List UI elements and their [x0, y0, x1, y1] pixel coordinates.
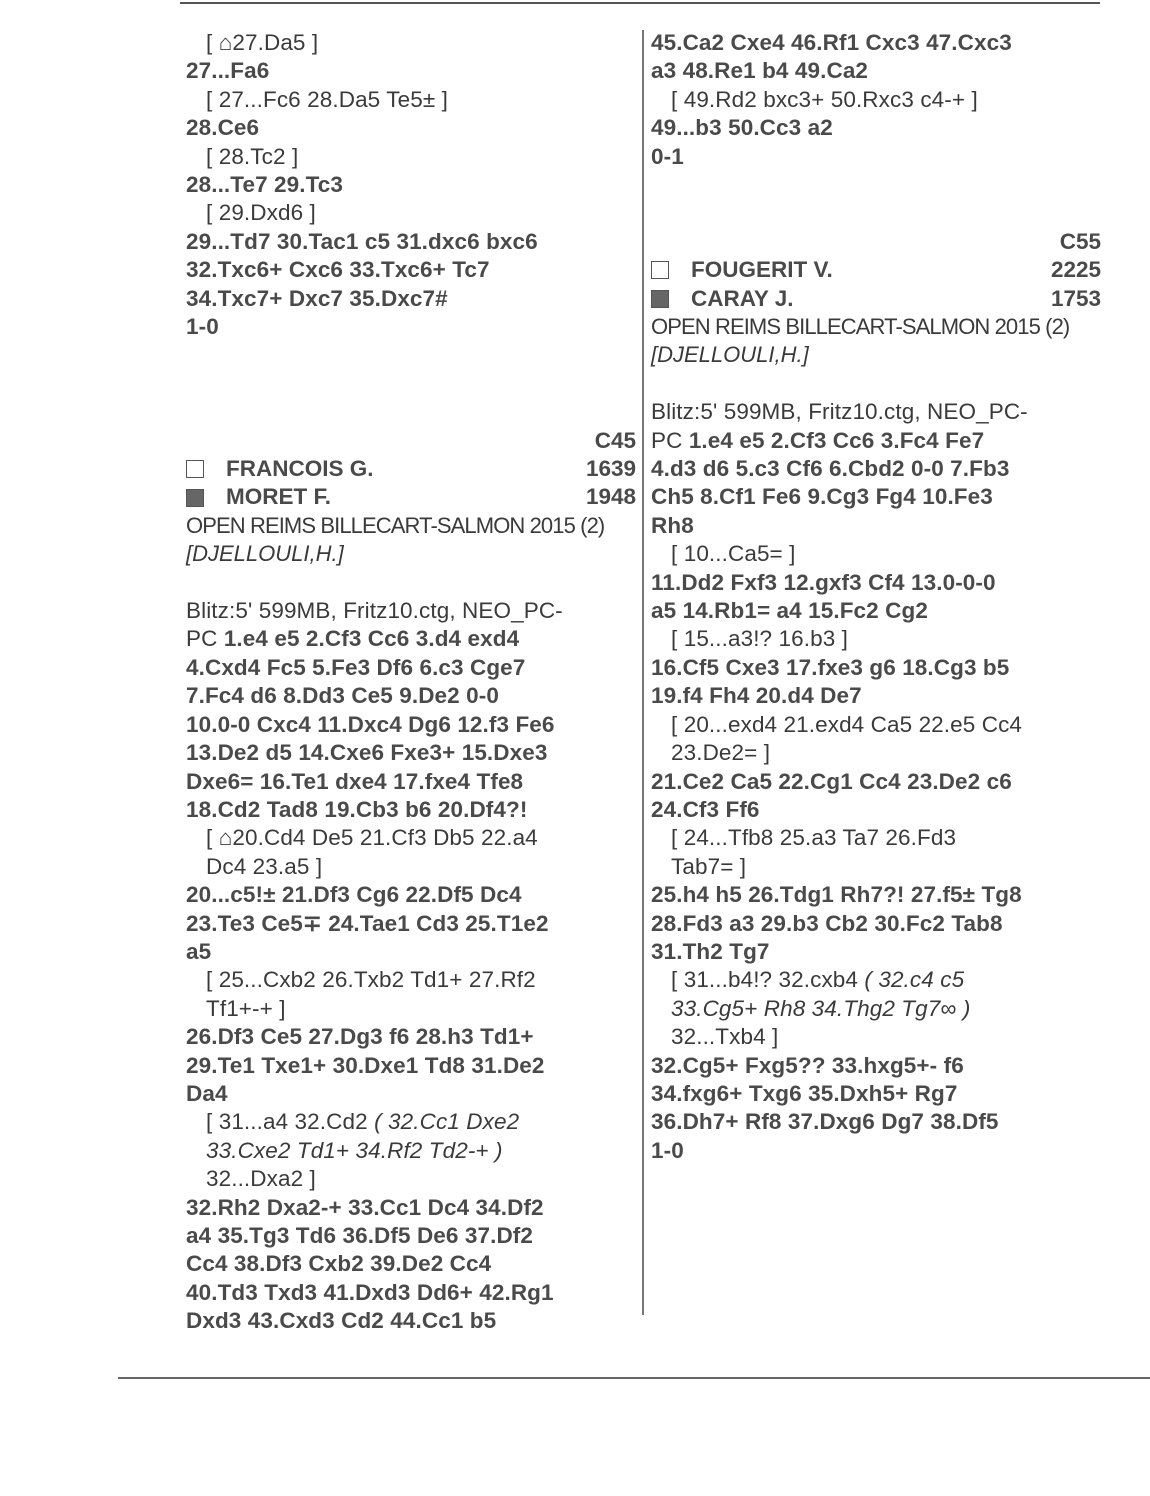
move-lead: PC [651, 427, 689, 453]
move-line [186, 625, 636, 653]
move-line: a5 14.Rb1= a4 15.Fc2 Cg2 [651, 598, 928, 624]
move-line: 36.Dh7+ Rf8 37.Dxg6 Dg7 38.Df5 [651, 1109, 999, 1135]
white-player [651, 256, 1101, 284]
move-line: 4.Cxd4 Fc5 5.Fe3 Df6 6.c3 Cge7 [186, 654, 526, 680]
variation-text: ( 32.Cc1 Dxe2 [374, 1109, 520, 1135]
game2-tail [651, 29, 1101, 171]
black-player [186, 483, 636, 511]
move-lead: PC [186, 626, 224, 652]
comment-line [651, 739, 1101, 767]
move-line: Rh8 [651, 512, 694, 538]
top-rule [180, 2, 1100, 4]
comment-text: [ 20...exd4 21.exd4 Ca5 22.e5 Cc4 [671, 711, 1023, 737]
move-line: 19.f4 Fh4 20.d4 De7 [651, 683, 862, 709]
move-line: a5 [186, 938, 212, 964]
move-line: a4 35.Tg3 Td6 36.Df5 De6 37.Df2 [186, 1223, 534, 1248]
comment-text: [ 25...Cxb2 26.Txb2 Td1+ 27.Rf2 [206, 967, 536, 993]
comment-line [186, 143, 636, 171]
move-line: 0-1 [651, 143, 684, 169]
comment-line [186, 1108, 636, 1136]
game1-tail [186, 29, 636, 341]
comment-text: [ 49.Rd2 bxc3+ 50.Rxc3 c4-+ ] [671, 86, 978, 112]
black-square-icon [186, 489, 204, 507]
move-line: 11.Dd2 Fxf3 12.gxf3 Cf4 13.0-0-0 [651, 569, 996, 595]
move-line: 13.De2 d5 14.Cxe6 Fxe3+ 15.Dxe3 [186, 740, 548, 766]
move-text: 1.e4 e5 2.Cf3 Cc6 3.d4 exd4 [223, 626, 520, 652]
comment-text: [ 27...Fc6 28.Da5 Te5± ] [206, 86, 448, 112]
move-text: 1.e4 e5 2.Cf3 Cc6 3.Fc4 Fe7 [688, 427, 985, 453]
event-name: OPEN REIMS BILLECART-SALMON 2015 (2) [651, 314, 1070, 340]
game2-moves [186, 625, 636, 1335]
game-header-line: Blitz:5' 599MB, Fritz10.ctg, NEO_PC- [186, 598, 563, 624]
move-line: 10.0-0 Cxc4 11.Dxc4 Dg6 12.f3 Fe6 [186, 711, 555, 737]
right-column [651, 29, 1101, 1165]
bottom-rule [118, 1377, 1150, 1379]
black-player-elo: 1948 [585, 484, 636, 510]
move-line: 32.Rh2 Dxa2-+ 33.Cc1 Dc4 34.Df2 [186, 1194, 544, 1220]
comment-text: [ ⌂20.Cd4 De5 21.Cf3 Db5 22.a4 [206, 825, 538, 851]
variation-text: ( 32.c4 c5 [864, 967, 965, 993]
move-line: 20...c5!± 21.Df3 Cg6 22.Df5 Dc4 [186, 882, 522, 908]
white-player-elo: 2225 [1050, 257, 1101, 283]
comment-text: [ 24...Tfb8 25.a3 Ta7 26.Fd3 [671, 825, 957, 851]
comment-line [651, 995, 1101, 1023]
move-line: 23.Te3 Ce5∓ 24.Tae1 Cd3 25.T1e2 [186, 910, 549, 936]
comment-text: [ 15...a3!? 16.b3 ] [671, 626, 849, 652]
move-line: 34.fxg6+ Txg6 35.Dxh5+ Rg7 [651, 1080, 958, 1106]
comment-text: [ ⌂27.Da5 ] [206, 30, 319, 55]
move-line: 21.Ce2 Ca5 22.Cg1 Cc4 23.De2 c6 [651, 768, 1012, 794]
comment-line [186, 995, 636, 1023]
move-line: Dxe6= 16.Te1 dxe4 17.fxe4 Tfe8 [186, 768, 524, 794]
move-line: 4.d3 d6 5.c3 Cf6 6.Cbd2 0-0 7.Fb3 [651, 456, 1010, 482]
move-line: Ch5 8.Cf1 Fe6 9.Cg3 Fg4 10.Fe3 [651, 484, 993, 510]
move-line: Dxd3 43.Cxd3 Cd2 44.Cc1 b5 [186, 1308, 497, 1334]
white-square-icon [186, 460, 204, 478]
comment-line [651, 824, 1101, 852]
comment-text: Tab7= ] [671, 853, 747, 879]
black-player-name: CARAY J. [691, 285, 794, 311]
black-player-name: MORET F. [226, 484, 331, 510]
comment-line [186, 86, 636, 114]
black-player [651, 285, 1101, 313]
comment-line [651, 711, 1101, 739]
eco-code: C45 [594, 427, 636, 453]
move-line: 1-0 [651, 1137, 684, 1163]
comment-text: [ 31...a4 32.Cd2 [206, 1109, 375, 1135]
comment-text: Tf1+-+ ] [206, 995, 286, 1021]
comment-line [186, 29, 636, 57]
annotator: [DJELLOULI,H.] [186, 541, 344, 567]
comment-text: Dc4 23.a5 ] [206, 853, 323, 879]
eco-code: C55 [1059, 228, 1101, 254]
variation-text: 33.Cxe2 Td1+ 34.Rf2 Td2-+ ) [206, 1137, 503, 1163]
comment-text: [ 29.Dxd6 ] [206, 200, 316, 226]
white-player-name: FOUGERIT V. [691, 257, 833, 283]
move-line: 7.Fc4 d6 8.Dd3 Ce5 9.De2 0-0 [186, 683, 499, 709]
move-line: 16.Cf5 Cxe3 17.fxe3 g6 18.Cg3 b5 [651, 654, 1010, 680]
game3-moves [651, 427, 1101, 1166]
variation-text: 33.Cg5+ Rh8 34.Thg2 Tg7∞ ) [671, 995, 971, 1021]
move-line: 34.Txc7+ Dxc7 35.Dxc7# [186, 285, 448, 311]
move-line: 29.Te1 Txe1+ 30.Dxe1 Td8 31.De2 [186, 1052, 545, 1078]
move-line: 49...b3 50.Cc3 a2 [651, 115, 833, 141]
move-line: 25.h4 h5 26.Tdg1 Rh7?! 27.f5± Tg8 [651, 882, 1022, 908]
move-line: 28.Fd3 a3 29.b3 Cb2 30.Fc2 Tab8 [651, 910, 1003, 936]
move-line: 29...Td7 30.Tac1 c5 31.dxc6 bxc6 [186, 228, 538, 254]
comment-line [186, 1137, 636, 1165]
move-line: 28.Ce6 [186, 115, 260, 141]
event-name: OPEN REIMS BILLECART-SALMON 2015 (2) [186, 512, 605, 538]
move-line: a3 48.Re1 b4 49.Ca2 [651, 58, 869, 84]
comment-line [651, 1023, 1101, 1051]
white-square-icon [651, 261, 669, 279]
comment-line [186, 853, 636, 881]
move-line: 32.Txc6+ Cxc6 33.Txc6+ Tc7 [186, 257, 490, 283]
comment-line [186, 1165, 636, 1193]
move-line: Da4 [186, 1080, 228, 1106]
comment-line [651, 966, 1101, 994]
white-player-elo: 1639 [585, 456, 636, 482]
black-square-icon [651, 290, 669, 308]
comment-line [186, 824, 636, 852]
move-line: 32.Cg5+ Fxg5?? 33.hxg5+- f6 [651, 1052, 964, 1078]
move-line: Cc4 38.Df3 Cxb2 39.De2 Cc4 [186, 1251, 492, 1277]
comment-text: [ 28.Tc2 ] [206, 143, 299, 169]
comment-text: 23.De2= ] [671, 740, 771, 766]
comment-text: 32...Dxa2 ] [206, 1166, 316, 1192]
move-line: 27...Fa6 [186, 58, 270, 84]
column-divider [642, 30, 644, 1315]
left-column [186, 29, 636, 1336]
comment-line [651, 86, 1101, 114]
black-player-elo: 1753 [1050, 285, 1101, 311]
game-header-line: Blitz:5' 599MB, Fritz10.ctg, NEO_PC- [651, 399, 1028, 425]
move-line: 45.Ca2 Cxe4 46.Rf1 Cxc3 47.Cxc3 [651, 30, 1012, 55]
white-player-name: FRANCOIS G. [226, 456, 374, 482]
move-line: 24.Cf3 Ff6 [651, 796, 760, 822]
move-line: 31.Th2 Tg7 [651, 938, 770, 964]
white-player [186, 455, 636, 483]
move-line: 1-0 [186, 314, 219, 340]
move-line: 40.Td3 Txd3 41.Dxd3 Dd6+ 42.Rg1 [186, 1279, 554, 1305]
annotator: [DJELLOULI,H.] [651, 342, 809, 368]
comment-text: [ 31...b4!? 32.cxb4 [671, 967, 865, 993]
comment-line [651, 625, 1101, 653]
comment-line [186, 199, 636, 227]
comment-line [651, 540, 1101, 568]
comment-line [651, 853, 1101, 881]
comment-line [186, 966, 636, 994]
move-line: 26.Df3 Ce5 27.Dg3 f6 28.h3 Td1+ [186, 1024, 534, 1050]
move-line: 28...Te7 29.Tc3 [186, 172, 344, 198]
move-line: 18.Cd2 Tad8 19.Cb3 b6 20.Df4?! [186, 796, 528, 822]
comment-text: 32...Txb4 ] [671, 1024, 779, 1050]
comment-text: [ 10...Ca5= ] [671, 541, 796, 567]
move-line [651, 427, 1101, 455]
